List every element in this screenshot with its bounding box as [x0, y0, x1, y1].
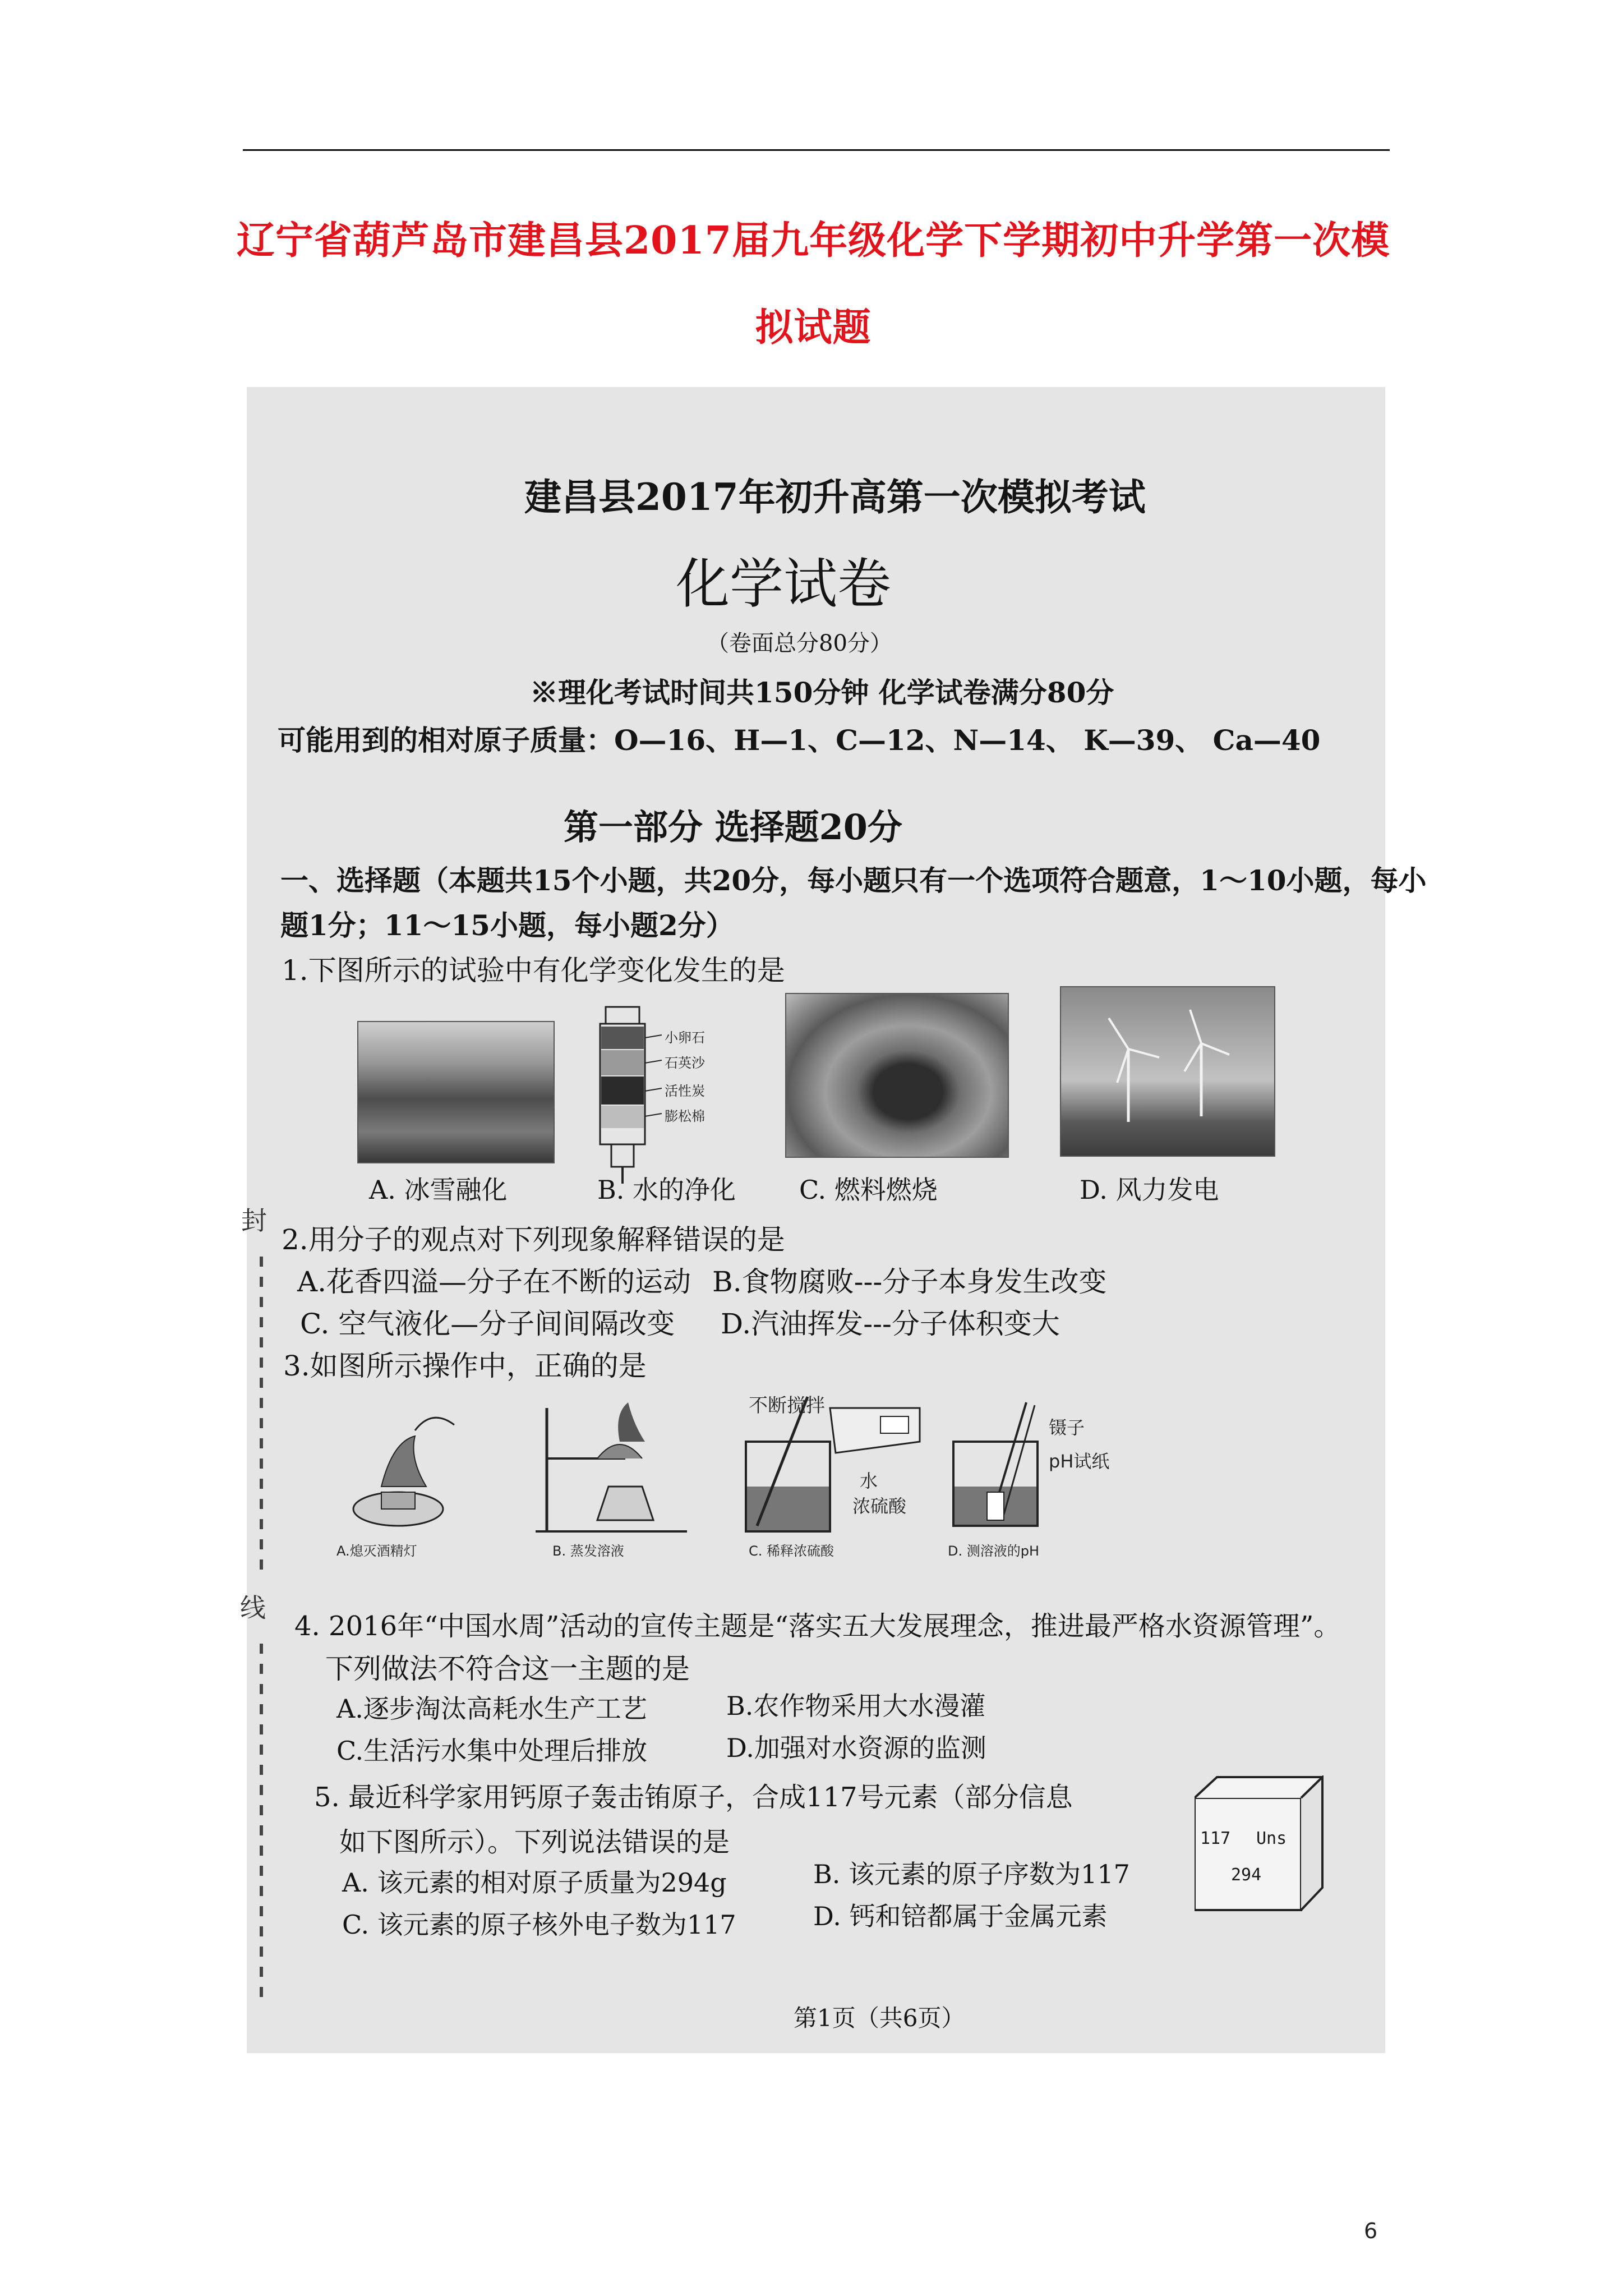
q3-label-acid: 浓硫酸: [852, 1496, 907, 1517]
q5-option-c: C. 该元素的原子核外电子数为117: [342, 1910, 736, 1940]
exam-subject-title: 化学试卷: [676, 553, 891, 615]
document-title-line2: 拟试题: [755, 305, 872, 350]
q5-stem: 5. 最近科学家用钙原子轰击铕原子，合成117号元素（部分信息: [314, 1782, 1073, 1813]
q3-caption-a: A.熄灭酒精灯: [336, 1543, 417, 1559]
q4-option-a: A.逐步淘汰高耗水生产工艺: [336, 1694, 647, 1724]
document-title-line1: 辽宁省葫芦岛市建昌县2017届九年级化学下学期初中升学第一次模: [236, 218, 1390, 263]
gas-stove-image: [785, 993, 1009, 1158]
q3-caption-b: B. 蒸发溶液: [552, 1543, 624, 1559]
part-title: 第一部分 选择题20分: [564, 807, 902, 848]
element-symbol: Uns: [1256, 1829, 1287, 1848]
q4-option-d: D.加强对水资源的监测: [726, 1733, 986, 1763]
q2-option-d: D.汽油挥发---分子体积变大: [721, 1308, 1060, 1340]
q5-stem-2: 如下图所示）。下列说法错误的是: [339, 1826, 730, 1858]
margin-seal-bottom: 线: [240, 1593, 266, 1623]
binding-dash-line-2: [260, 1644, 263, 2003]
q4-option-c: C.生活污水集中处理后排放: [336, 1736, 648, 1766]
q3-caption-d: D. 测溶液的pH: [948, 1543, 1040, 1559]
q3-label-stir: 不断搅拌: [749, 1395, 825, 1417]
section-instructions-2: 题1分；11～15小题，每小题2分）: [280, 909, 734, 942]
q4-stem-2: 下列做法不符合这一主题的是: [325, 1653, 690, 1685]
q2-stem: 2.用分子的观点对下列现象解释错误的是: [282, 1223, 785, 1256]
evaporation-diagram: [530, 1391, 698, 1543]
q3-label-ph-paper: pH试纸: [1049, 1451, 1110, 1472]
page-number: 6: [1364, 2219, 1378, 2243]
q5-option-a: A. 该元素的相对原子质量为294g: [342, 1867, 727, 1898]
q4-option-b: B.农作物采用大水漫灌: [726, 1691, 986, 1721]
q1-option-a: A. 冰雪融化: [369, 1175, 508, 1205]
filter-label-pebble: 小卵石: [665, 1030, 705, 1046]
filter-label-cotton: 膨松棉: [665, 1108, 705, 1124]
q5-option-b: B. 该元素的原子序数为117: [813, 1859, 1130, 1889]
q1-option-c: C. 燃料燃烧: [799, 1175, 938, 1205]
ice-melting-image: [357, 1021, 555, 1163]
total-score: （卷面总分80分）: [707, 631, 892, 656]
q5-option-d: D. 钙和锫都属于金属元素: [813, 1901, 1108, 1931]
binding-dash-line-1: [260, 1257, 263, 1571]
q2-option-c: C. 空气液化—分子间间隔改变: [300, 1308, 675, 1340]
q1-option-b: B. 水的净化: [597, 1175, 736, 1205]
filter-label-carbon: 活性炭: [665, 1083, 705, 1099]
q4-stem: 4. 2016年“中国水周”活动的宣传主题是“落实五大发展理念，推进最严格水资源管理”。: [294, 1611, 1341, 1642]
wind-turbine-image: [1060, 986, 1275, 1157]
extinguish-lamp-diagram: [336, 1397, 494, 1543]
scan-page-footer: 第1页（共6页）: [794, 2004, 965, 2032]
q2-option-b: B.食物腐败---分子本身发生改变: [712, 1266, 1107, 1298]
exam-main-title: 建昌县2017年初升高第一次模拟考试: [524, 475, 1146, 519]
q3-label-tweezers: 镊子: [1049, 1417, 1085, 1438]
margin-seal-top: 封: [241, 1205, 267, 1236]
q3-label-water: 水: [860, 1470, 878, 1492]
section-instructions-1: 一、选择题（本题共15个小题，共20分，每小题只有一个选项符合题意，1～10小题，每小: [280, 864, 1427, 897]
atomic-masses: 可能用到的相对原子质量：O—16、H—1、C—12、N—14、 K—39、 Ca—40: [278, 724, 1321, 757]
time-info: ※理化考试时间共150分钟 化学试卷满分80分: [530, 676, 1114, 709]
q2-option-a: A.花香四溢—分子在不断的运动: [297, 1266, 691, 1298]
filter-label-sand: 石英沙: [665, 1055, 705, 1071]
element-number: 117: [1200, 1829, 1231, 1848]
element-mass: 294: [1231, 1865, 1262, 1885]
q3-stem: 3.如图所示操作中，正确的是: [283, 1350, 647, 1382]
top-rule: [243, 149, 1390, 151]
q3-caption-c: C. 稀释浓硫酸: [749, 1543, 834, 1559]
q1-stem: 1.下图所示的试验中有化学变化发生的是: [282, 954, 785, 987]
element-card: [1195, 1775, 1324, 1913]
q1-option-d: D. 风力发电: [1080, 1175, 1219, 1205]
